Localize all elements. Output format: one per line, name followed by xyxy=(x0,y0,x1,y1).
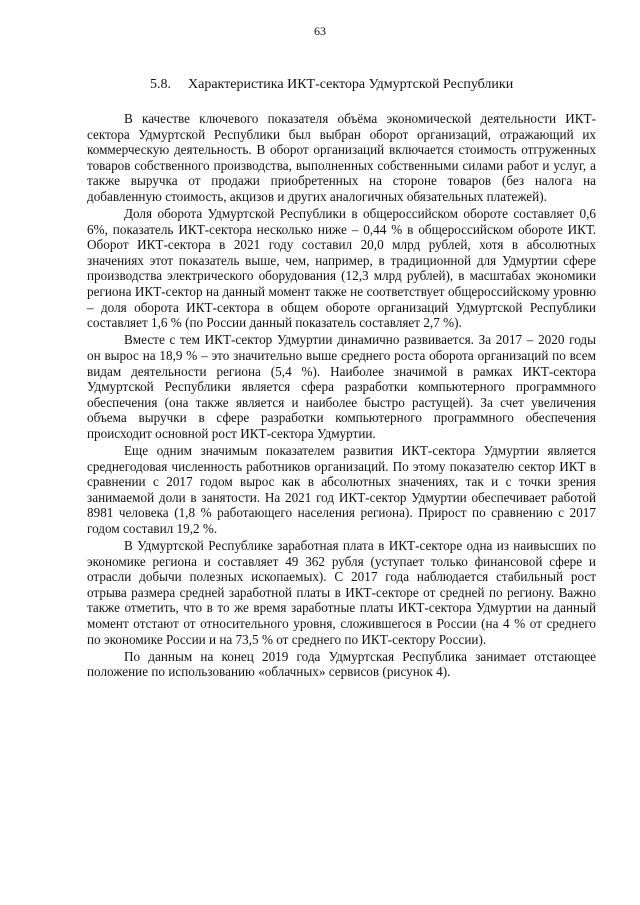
page-number: 63 xyxy=(314,24,326,38)
paragraph-3: Вместе с тем ИКТ-сектор Удмуртии динамично развивается. За 2017 – 2020 годы он вырос на 18,9 % – это значительно выше среднего роста оборота организаций по всем видам деятельности региона (5,4 %). Наиболее значимой в рамках ИКТ-сектора Удмуртской Республики является сфера разработки компьютерного программного обеспечения (она также является и наиболее быстро растущей). За счет увеличения объема выручки в сфере разработки компьютерного программного обеспечения происходит основной рост ИКТ-сектора Удмуртии. xyxy=(87,332,596,441)
paragraph-5: В Удмуртской Республике заработная плата в ИКТ-секторе одна из наивысших по экономике региона и составляет 49 362 рубля (уступает только финансовой сфере и отрасли добычи полезных ископаемых). С 2017 года наблюдается стабильный рост отрыва размера средней заработной платы в ИКТ-секторе от средней по региону. Важно также отметить, что в то же время заработные платы ИКТ-сектора Удмуртии на данный момент отстают от относительного уровня, сложившегося в России (на 4 % от среднего по экономике России и на 73,5 % от среднего по ИКТ-сектору России). xyxy=(87,538,596,647)
paragraph-6: По данным на конец 2019 года Удмуртская Республика занимает отстающее положение по использованию «облачных» сервисов (рисунок 4). xyxy=(87,648,596,680)
paragraph-4: Еще одним значимым показателем развития ИКТ-сектора Удмуртии является среднегодовая численность работников организаций. По этому показателю сектор ИКТ в сравнении с 2017 годом вырос как в абсолютных значениях, так и с точки зрения занимаемой доли в занятости. На 2021 год ИКТ-сектор Удмуртии обеспечивает работой 8981 человека (1,8 % работающего населения региона). Прирост по сравнению с 2017 годом составил 19,2 %. xyxy=(87,442,596,536)
section-heading xyxy=(150,77,590,93)
section-number: 5.8. xyxy=(150,77,171,92)
paragraph-1: В качестве ключевого показателя объёма экономической деятельности ИКТ-сектора Удмуртской Республики был выбран оборот организаций, отражающий их коммерческую деятельность. В оборот организаций включается стоимость отгруженных товаров собственного производства, выполненных собственными силами работ и услуг, а также выручка от продажи приобретенных на стороне товаров (без налога на добавленную стоимость, акцизов и других аналогичных обязательных платежей). xyxy=(87,111,596,204)
section-title: Характеристика ИКТ-сектора Удмуртской Республики xyxy=(188,77,514,92)
body-text xyxy=(87,111,596,681)
paragraph-2: Доля оборота Удмуртской Республики в общероссийском обороте составляет 0,6 6%, показатель ИКТ-сектора несколько ниже – 0,44 % в общероссийском обороте ИКТ. Оборот ИКТ-сектора в 2021 году составил 20,0 млрд рублей, хотя в абсолютных значениях этот показатель выше, чем, например, в традиционной для Удмуртии сфере производства электрического оборудования (12,3 млрд рублей), в масштабах экономики региона ИКТ-сектор на данный момент также не соответствует общероссийскому уровню – доля оборота ИКТ-сектора в общем обороте организаций Удмуртской Республики составляет 1,6 % (по России данный показатель составляет 2,7 %). xyxy=(87,206,596,331)
